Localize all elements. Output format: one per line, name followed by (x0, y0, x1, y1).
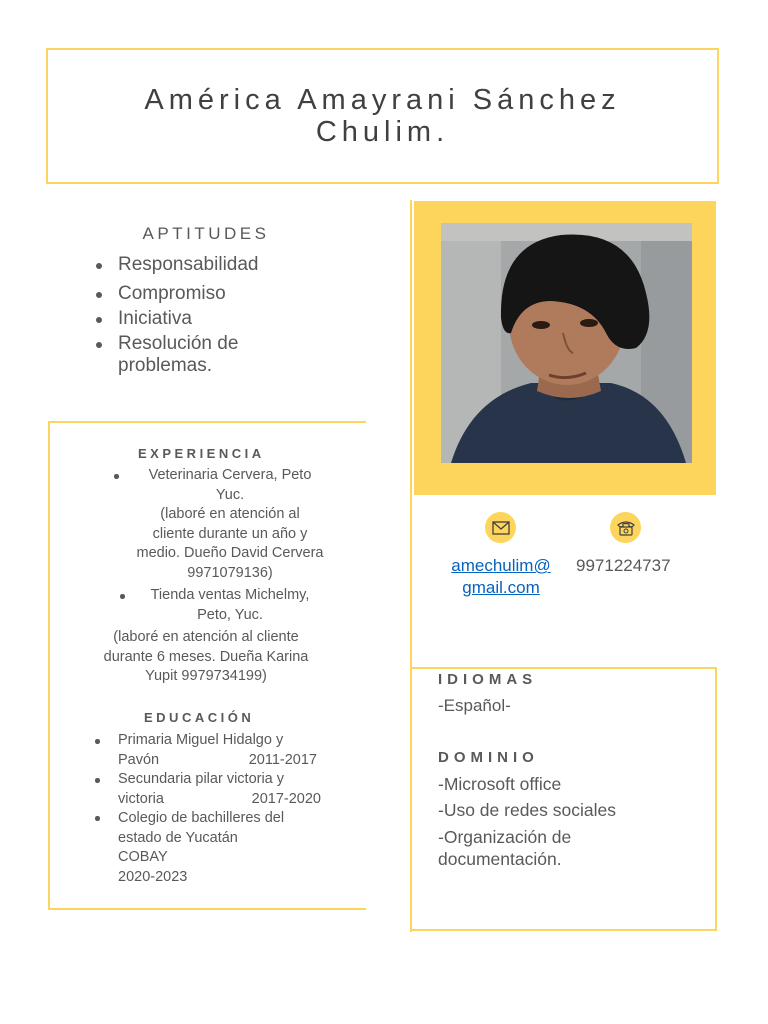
dominio-title: DOMINIO (438, 749, 539, 766)
phone-number: 9971224737 (576, 556, 671, 575)
edu-text: Colegio de bachilleres del (118, 810, 285, 826)
edu-text: estado de Yucatán (118, 829, 238, 846)
dominio-item: -Organización de documentación. (438, 827, 572, 869)
edu-text: Secundaria pilar victoria y (118, 771, 285, 787)
exp-text: (laboré en atención al cliente (113, 629, 299, 645)
email-line-2: gmail.com (462, 578, 540, 597)
education-item-2 (118, 770, 323, 809)
experience-item-2-detail (76, 628, 336, 687)
edu-year: 2017-2020 (251, 790, 321, 807)
dominio-item: -Microsoft office (438, 774, 562, 794)
experience-item-2 (130, 586, 330, 625)
aptitudes-title: APTITUDES (142, 224, 270, 243)
aptitudes-list (92, 252, 312, 377)
idiomas-title: IDIOMAS (438, 671, 538, 688)
exp-text: cliente durante un año y (152, 525, 308, 542)
aptitude-item: Resolución de problemas. (92, 333, 288, 377)
exp-text: Yupit 9979734199) (145, 668, 267, 684)
dominio-item: -Uso de redes sociales (438, 800, 616, 820)
exp-text: Tienda ventas Michelmy, (150, 587, 310, 603)
education-item-3 (118, 809, 323, 887)
edu-text: COBAY (118, 849, 168, 865)
aptitude-item: Responsabilidad (92, 254, 312, 276)
edu-year: 2020-2023 (118, 868, 188, 885)
exp-text: Yuc. (215, 486, 245, 503)
experiencia-title: EXPERIENCIA (138, 446, 265, 461)
exp-text: Veterinaria Cervera, Peto (148, 467, 312, 483)
bullet-icon (95, 739, 100, 744)
edu-text: Pavón (118, 751, 160, 768)
edu-text: Primaria Miguel Hidalgo y (118, 732, 284, 748)
aptitude-item: Iniciativa (92, 308, 312, 330)
profile-photo-illustration (441, 223, 692, 463)
exp-text: 9971079136) (187, 564, 273, 581)
telephone-icon (610, 512, 641, 543)
idioma-item: -Español- (438, 696, 511, 715)
name-line-1: América Amayrani Sánchez (144, 84, 621, 116)
exp-text: medio. Dueño David Cervera (136, 545, 324, 561)
bullet-icon (95, 816, 100, 821)
exp-text: Peto, Yuc. (197, 606, 263, 623)
envelope-icon (485, 512, 516, 543)
education-item-1 (118, 731, 323, 770)
bullet-icon (95, 778, 100, 783)
email-link[interactable] (440, 555, 562, 599)
name-line-2: Chulim. (315, 116, 450, 148)
bullet-icon (114, 474, 119, 479)
person-name (48, 84, 717, 148)
edu-year: 2011-2017 (248, 751, 317, 768)
exp-text: (laboré en atención al (160, 506, 300, 522)
email-line-1: amechulim@ (451, 556, 551, 575)
profile-photo (441, 223, 692, 463)
bullet-icon (120, 594, 125, 599)
experience-item-1 (130, 466, 330, 583)
aptitude-item: Compromiso (92, 283, 312, 305)
educacion-title: EDUCACIÓN (144, 710, 255, 725)
edu-text: victoria (118, 790, 164, 807)
exp-text: durante 6 meses. Dueña Karina (103, 648, 309, 665)
